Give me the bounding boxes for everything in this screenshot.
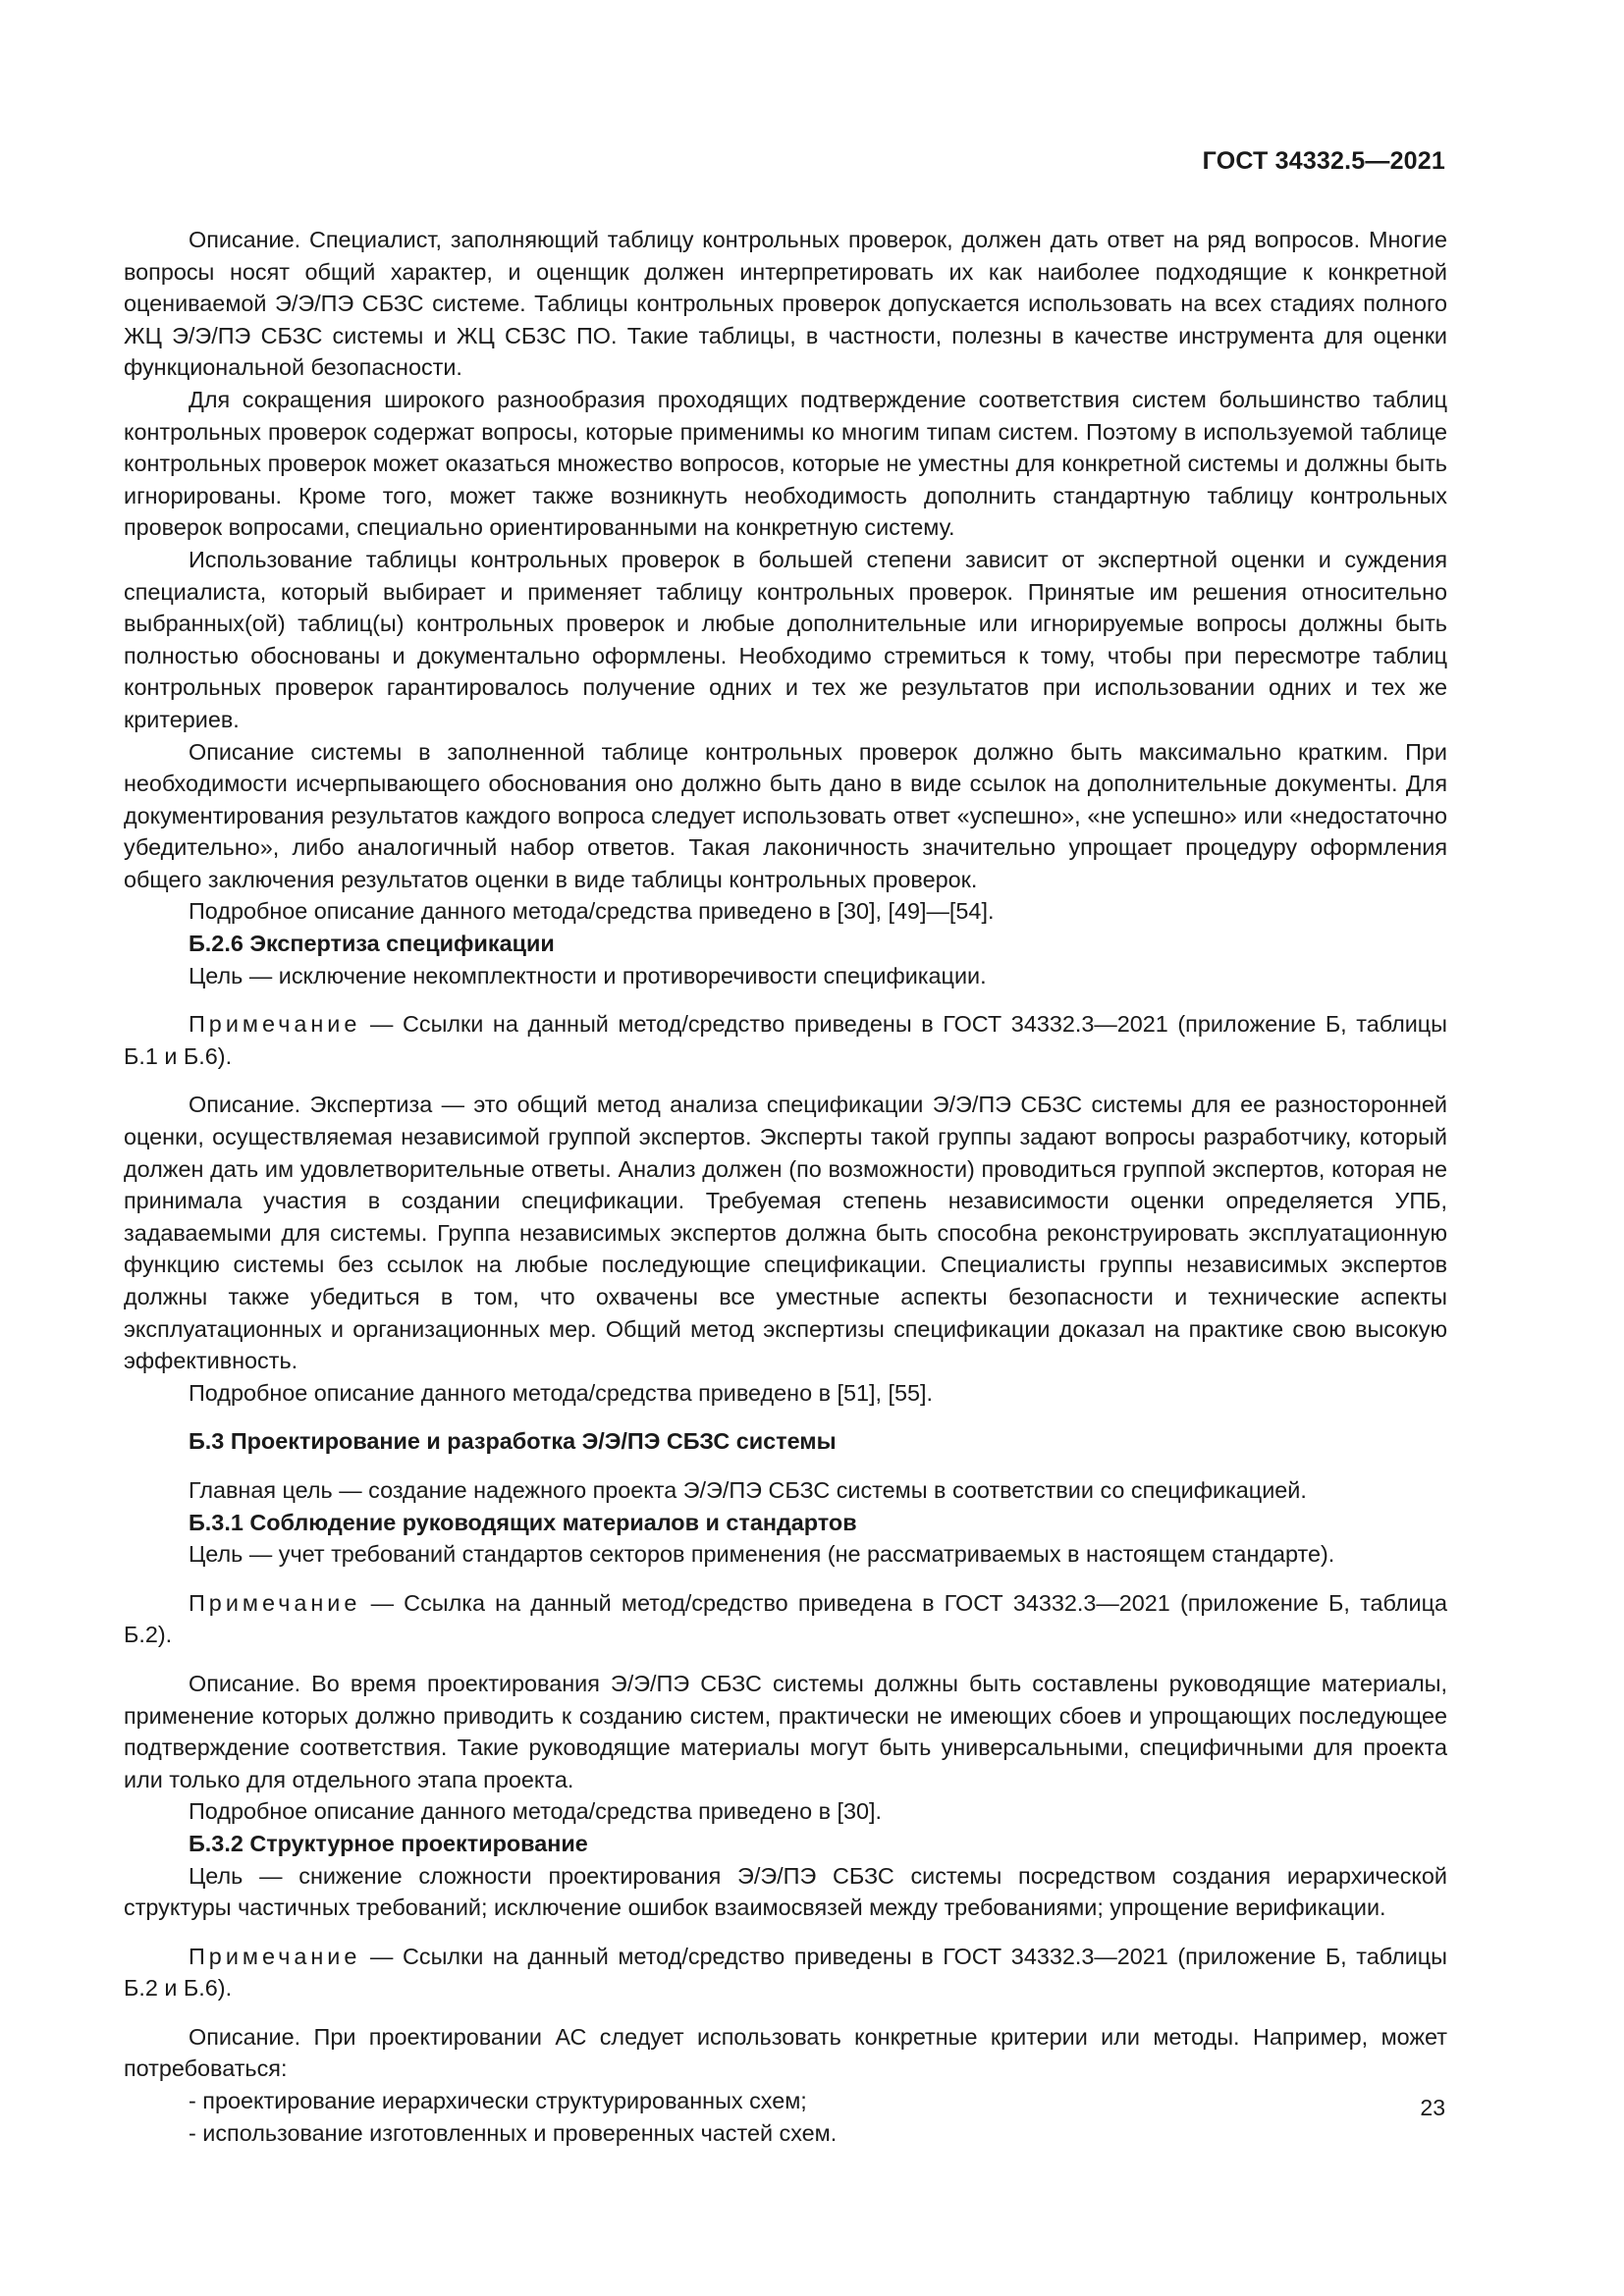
paragraph: Использование таблицы контрольных проверок в большей степени зависит от экспертной оценки и суждения специалиста, который выбирает и применяет таблицу контрольных проверок. Принятые им решения относительно выбранных(ой) таблиц(ы) контрольных проверок и любые дополнительные или игнорируемые вопросы должны быть полностью обоснованы и документально оформлены. Необходимо стремиться к тому, чтобы при пересмотре таблиц контрольных проверок гарантировалось получение одних и тех же результатов при использовании одних и тех же критериев. (124, 546, 1447, 732)
paragraph: Описание. Экспертиза — это общий метод анализа спецификации Э/Э/ПЭ СБЗС системы для ее разносторонней оценки, осуществляемая независимой группой экспертов. Эксперты такой группы задают вопросы разработчику, который должен дать им удовлетворительные ответы. Анализ должен (по возможности) проводиться группой экспертов, которая не принимала участия в создании спецификации. Требуемая степень независимости оценки определяется УПБ, задаваемыми для системы. Группа независимых экспертов должна быть способна реконструировать эксплуатационную функцию системы без ссылок на любые последующие спецификации. Специалисты группы независимых экспертов должны также убедиться в том, что охвачены все уместные аспекты безопасности и технические аспекты эксплуатационных и организационных мер. Общий метод экспертизы спецификации доказал на практике свою высокую эффективность. (124, 1092, 1447, 1374)
list-item: - проектирование иерархически структурированных схем; (189, 2088, 807, 2114)
standard-header: ГОСТ 34332.5—2021 (1202, 147, 1445, 175)
note-label: Примечание (189, 1589, 361, 1616)
paragraph: Подробное описание данного метода/средства приведено в [30], [49]—[54]. (189, 898, 995, 925)
note-label: Примечание (189, 1943, 361, 1969)
paragraph: Описание. Во время проектирования Э/Э/ПЭ СБЗС системы должны быть составлены руководящие материалы, применение которых должно приводить к созданию систем, практически не имеющих сбоев и упрощающих последующее подтверждение соответствия. Такие руководящие материалы могут быть универсальными, специфичными для проекта или только для отдельного этапа проекта. (124, 1670, 1447, 1792)
document-body (124, 224, 1447, 2149)
paragraph: Цель — учет требований стандартов секторов применения (не рассматриваемых в настоящем стандарте). (189, 1541, 1335, 1568)
paragraph: Описание системы в заполненной таблице контрольных проверок должно быть максимально кратким. При необходимости исчерпывающего обоснования оно должно быть дано в виде ссылок на дополнительные документы. Для документирования результатов каждого вопроса следует использовать ответ «успешно», «не успешно» или «недостаточно убедительно», либо аналогичный набор ответов. Такая лаконичность значительно упрощает процедуру оформления общего заключения результатов оценки в виде таблицы контрольных проверок. (124, 738, 1447, 892)
note-label: Примечание (189, 1011, 361, 1038)
paragraph: Цель — исключение некомплектности и противоречивости спецификации. (189, 962, 987, 988)
paragraph: Главная цель — создание надежного проекта Э/Э/ПЭ СБЗС системы в соответствии со спецификацией. (189, 1476, 1307, 1503)
note-text: — Ссылка на данный метод/средство приведена в ГОСТ 34332.3—2021 (приложение Б, таблица Б.2). (124, 1589, 1447, 1648)
note (124, 1941, 1447, 2004)
note (124, 1008, 1447, 1072)
paragraph: Подробное описание данного метода/средства приведено в [30]. (189, 1798, 883, 1825)
paragraph: Подробное описание данного метода/средства приведено в [51], [55]. (189, 1379, 934, 1406)
note (124, 1587, 1447, 1651)
page-number: 23 (1420, 2095, 1445, 2120)
paragraph: Описание. При проектировании АС следует использовать конкретные критерии или методы. Например, может потребоваться: (124, 2023, 1447, 2082)
section-heading: Б.3.1 Соблюдение руководящих материалов и стандартов (189, 1509, 857, 1535)
paragraph: Описание. Специалист, заполняющий таблицу контрольных проверок, должен дать ответ на ряд вопросов. Многие вопросы носят общий характер, и оценщик должен интерпретировать их как наиболее подходящие к конкретной оцениваемой Э/Э/ПЭ СБЗС системе. Таблицы контрольных проверок допускается использовать на всех стадиях полного ЖЦ Э/Э/ПЭ СБЗС системы и ЖЦ СБЗС ПО. Такие таблицы, в частности, полезны в качестве инструмента для оценки функциональной безопасности. (124, 227, 1447, 381)
section-heading: Б.3.2 Структурное проектирование (189, 1830, 588, 1856)
paragraph: Для сокращения широкого разнообразия проходящих подтверждение соответствия систем большинство таблиц контрольных проверок содержат вопросы, которые применимы ко многим типам систем. Поэтому в используемой таблице контрольных проверок может оказаться множество вопросов, которые не уместны для конкретной системы и должны быть игнорированы. Кроме того, может также возникнуть необходимость дополнить стандартную таблицу контрольных проверок вопросами, специально ориентированными на конкретную систему. (124, 386, 1447, 541)
paragraph: Цель — снижение сложности проектирования Э/Э/ПЭ СБЗС системы посредством создания иерархической структуры частичных требований; исключение ошибок взаимосвязей между требованиями; упрощение верификации. (124, 1862, 1447, 1921)
list-item: - использование изготовленных и проверенных частей схем. (189, 2119, 838, 2146)
note-text: — Ссылки на данный метод/средство приведены в ГОСТ 34332.3—2021 (приложение Б, таблицы Б.2 и Б.6). (124, 1943, 1447, 2002)
section-heading: Б.2.6 Экспертиза спецификации (189, 931, 555, 957)
section-heading: Б.3 Проектирование и разработка Э/Э/ПЭ СБЗС системы (189, 1428, 837, 1455)
note-text: — Ссылки на данный метод/средство приведены в ГОСТ 34332.3—2021 (приложение Б, таблицы Б.1 и Б.6). (124, 1011, 1447, 1069)
